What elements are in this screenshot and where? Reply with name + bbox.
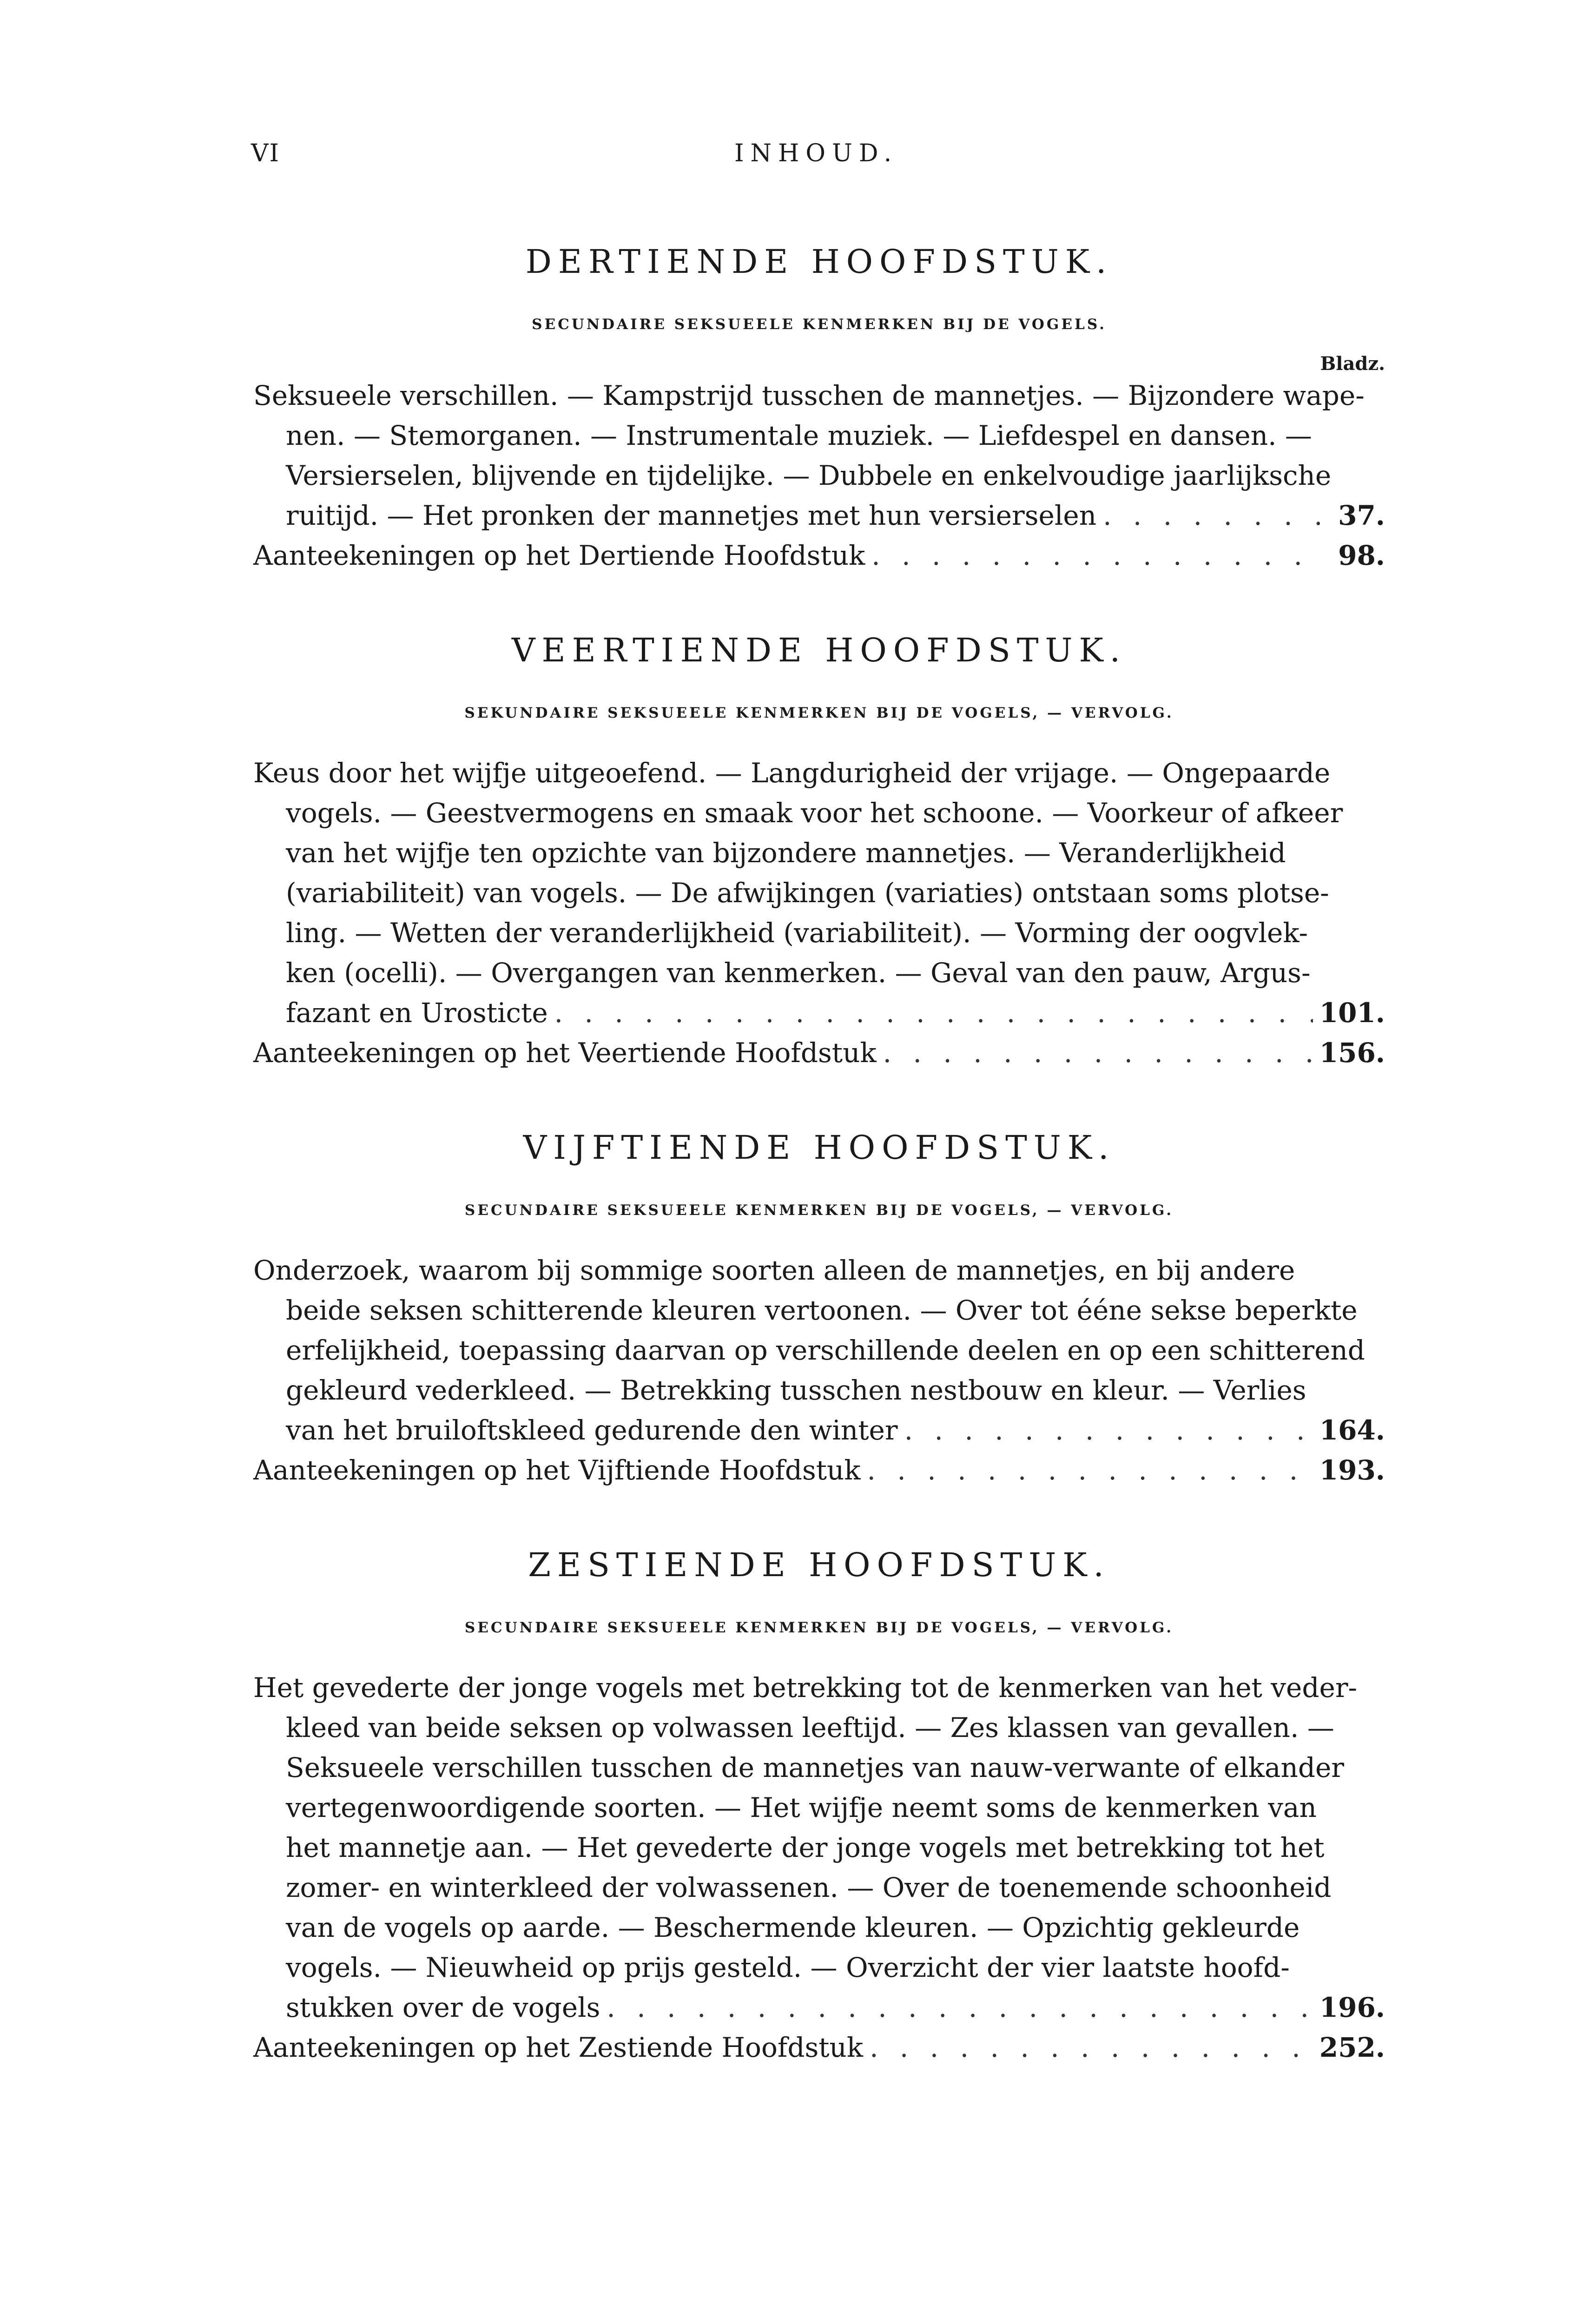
summary-line: nen. — Stemorganen. — Instrumentale muziek. — Liefdespel en dansen. — [286, 420, 1312, 451]
summary-line: beide seksen schitterende kleuren vertoonen. — Over tot éénе sekse beperkte [286, 1294, 1358, 1326]
summary-page: 37. [1338, 500, 1385, 531]
summary-line: van de vogels op aarde. — Beschermende kleuren. — Opzichtig gekleurde [286, 1912, 1300, 1943]
dot-leader [607, 1987, 1313, 2027]
notes-label: Aanteekeningen op het Vijftiende Hoofdstuk [253, 1454, 861, 1486]
summary-line: vogels. — Geestvermogens en smaak voor het schoone. — Voorkeur of afkeer [286, 797, 1343, 829]
chapter-title: VEERTIENDE HOOFDSTUK. [511, 631, 1127, 669]
dot-leader [554, 993, 1313, 1033]
summary-page: 196. [1319, 1992, 1385, 2023]
dot-leader [867, 1450, 1313, 1490]
chapter-summary [253, 1668, 1385, 2027]
summary-last-line [253, 993, 1385, 1033]
chapter-13 [253, 242, 1385, 575]
chapter-subtitle: SECUNDAIRE SEKSUEELE KENMERKEN BIJ DE VOGELS, — VERVOLG. [464, 1619, 1174, 1636]
summary-page: 164. [1319, 1414, 1385, 1446]
dot-leader [871, 535, 1323, 575]
chapter-title: ZESTIENDE HOOFDSTUK. [528, 1546, 1110, 1584]
chapter-14 [253, 630, 1385, 1073]
dot-leader [883, 1033, 1313, 1073]
summary-line: Versierselen, blijvende en tijdelijke. — Dubbele en enkelvoudige jaarlijksche [286, 460, 1332, 491]
chapter-entries [253, 1668, 1385, 2067]
notes-page: 98. [1338, 540, 1385, 571]
page-column-label: Bladz. [1320, 353, 1385, 375]
chapter-summary [253, 753, 1385, 1033]
summary-line: zomer- en winterkleed der volwassenen. — Over de toenemende schoonheid [286, 1872, 1332, 1903]
summary-line: Seksueele verschillen tusschen de mannetjes van nauw-verwante of elkander [286, 1752, 1345, 1783]
chapter-subtitle: SECUNDAIRE SEKSUEELE KENMERKEN BIJ DE VOGELS. [532, 316, 1107, 333]
chapter-entries [253, 376, 1385, 575]
notes-entry [253, 1450, 1385, 1490]
page-number: VI [251, 139, 280, 167]
chapter-16 [253, 1545, 1385, 2067]
notes-entry [253, 535, 1385, 575]
chapter-entries [253, 1250, 1385, 1490]
summary-last-line [253, 495, 1385, 535]
summary-line: kleed van beide seksen op volwassen leeftijd. — Zes klassen van gevallen. — [286, 1712, 1334, 1743]
summary-line: (variabiliteit) van vogels. — De afwijkingen (variaties) ontstaan soms plotse- [286, 877, 1329, 909]
notes-entry [253, 2027, 1385, 2067]
summary-last-line [253, 1987, 1385, 2027]
notes-page: 156. [1319, 1037, 1385, 1069]
notes-page: 193. [1319, 1454, 1385, 1486]
summary-last-text: van het bruiloftskleed gedurende den winter [286, 1414, 898, 1446]
summary-line: Onderzoek, waarom bij sommige soorten alleen de mannetjes, en bij andere [253, 1254, 1295, 1286]
notes-label: Aanteekeningen op het Zestiende Hoofdstuk [253, 2032, 864, 2063]
running-title: INHOUD. [734, 139, 898, 167]
chapter-title: DERTIENDE HOOFDSTUK. [525, 243, 1113, 281]
chapter-title: VIJFTIENDE HOOFDSTUK. [523, 1129, 1115, 1167]
chapter-subtitle: SEKUNDAIRE SEKSUEELE KENMERKEN BIJ DE VOGELS, — VERVOLG. [464, 705, 1174, 721]
summary-page: 101. [1319, 997, 1385, 1029]
summary-line: het mannetje aan. — Het gevederte der jonge vogels met betrekking tot het [286, 1832, 1325, 1863]
summary-last-line [253, 1410, 1385, 1450]
summary-line: van het wijfje ten opzichte van bijzondere mannetjes. — Veranderlijkheid [286, 837, 1286, 869]
summary-line: Seksueele verschillen. — Kampstrijd tusschen de mannetjes. — Bijzondere wape- [253, 380, 1365, 411]
notes-label: Aanteekeningen op het Veertiende Hoofdstuk [253, 1037, 877, 1069]
summary-line: gekleurd vederkleed. — Betrekking tusschen nestbouw en kleur. — Verlies [286, 1374, 1306, 1406]
chapter-subtitle: SECUNDAIRE SEKSUEELE KENMERKEN BIJ DE VOGELS, — VERVOLG. [464, 1202, 1174, 1219]
summary-line: vogels. — Nieuwheid op prijs gesteld. — Overzicht der vier laatste hoofd- [286, 1952, 1290, 1983]
chapter-summary [253, 1250, 1385, 1450]
summary-line: ling. — Wetten der veranderlijkheid (variabiliteit). — Vorming der oogvlek- [286, 917, 1308, 949]
dot-leader [1103, 495, 1323, 535]
chapter-entries [253, 753, 1385, 1073]
notes-page: 252. [1319, 2032, 1385, 2063]
summary-line: erfelijkheid, toepassing daarvan op verschillende deelen en op een schitterend [286, 1334, 1365, 1366]
summary-line: vertegenwoordigende soorten. — Het wijfje neemt soms de kenmerken van [286, 1792, 1317, 1823]
summary-last-text: ruitijd. — Het pronken der mannetjes met hun versierselen [286, 500, 1097, 531]
summary-line: Het gevederte der jonge vogels met betrekking tot de kenmerken van het veder- [253, 1672, 1358, 1703]
notes-entry [253, 1033, 1385, 1073]
running-head [251, 139, 1319, 172]
summary-last-text: stukken over de vogels [286, 1992, 600, 2023]
summary-last-text: fazant en Urosticte [286, 997, 548, 1029]
dot-leader [870, 2027, 1313, 2067]
chapter-15 [253, 1128, 1385, 1490]
chapter-summary [253, 376, 1385, 535]
summary-line: Keus door het wijfje uitgeoefend. — Langdurigheid der vrijage. — Ongepaarde [253, 757, 1331, 789]
summary-line: ken (ocelli). — Overgangen van kenmerken. — Geval van den pauw, Argus- [286, 957, 1311, 989]
table-of-contents [253, 242, 1385, 2122]
dot-leader [904, 1410, 1313, 1450]
notes-label: Aanteekeningen op het Dertiende Hoofdstuk [253, 540, 865, 571]
